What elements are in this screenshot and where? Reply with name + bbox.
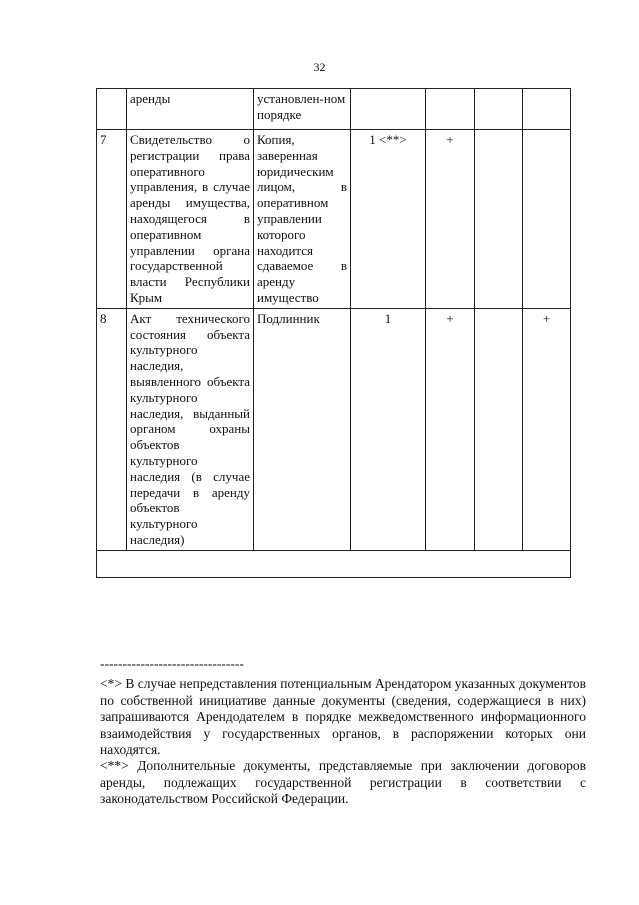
documents-table	[96, 88, 571, 578]
cell-document-form: Копия, заверенная юридическим лицом, в оперативном управлении которого находится сдаваемое в аренду имущество	[254, 130, 351, 309]
cell-document-name: аренды	[127, 89, 254, 130]
table-row-empty	[97, 550, 571, 577]
table-row	[97, 130, 571, 309]
cell-number: 8	[97, 308, 127, 550]
cell-number: 7	[97, 130, 127, 309]
cell-document-form: Подлинник	[254, 308, 351, 550]
cell-document-name: Акт технического состояния объекта культурного наследия, выявленного объекта культурного наследия, выданный органом охраны объектов культурного наследия (в случае передачи в аренду объектов культурного наследия)	[127, 308, 254, 550]
cell-col6	[475, 130, 523, 309]
cell-number	[97, 89, 127, 130]
cell-quantity	[351, 89, 426, 130]
footnote-2: <**> Дополнительные документы, представляемые при заключении договоров аренды, подлежащих государственной регистрации в соответствии с законодательством Российской Федерации.	[100, 758, 586, 807]
cell-col6	[475, 308, 523, 550]
cell-col5: +	[426, 308, 475, 550]
cell-col5: +	[426, 130, 475, 309]
cell-quantity: 1	[351, 308, 426, 550]
table-row	[97, 308, 571, 550]
footnote-separator: --------------------------------	[100, 656, 244, 671]
cell-col7	[523, 89, 571, 130]
cell-col6	[475, 89, 523, 130]
footnotes	[100, 656, 586, 808]
footnote-1: <*> В случае непредставления потенциальным Арендатором указанных документов по собственной инициативе данные документы (сведения, содержащиеся в них) запрашиваются Арендодателем в порядке межведомственного информационного взаимодействия у государственных органов, в распоряжении которых они находятся.	[100, 676, 586, 758]
cell-col7	[523, 130, 571, 309]
cell-document-form: установлен-ном порядке	[254, 89, 351, 130]
page-number: 32	[313, 60, 326, 74]
cell-col7: +	[523, 308, 571, 550]
cell-document-name: Свидетельство о регистрации права оперативного управления, в случае аренды имущества, находящегося в оперативном управлении органа государственной власти Республики Крым	[127, 130, 254, 309]
empty-cell	[97, 550, 571, 577]
cell-col5	[426, 89, 475, 130]
cell-quantity: 1 <**>	[351, 130, 426, 309]
table-row	[97, 89, 571, 130]
